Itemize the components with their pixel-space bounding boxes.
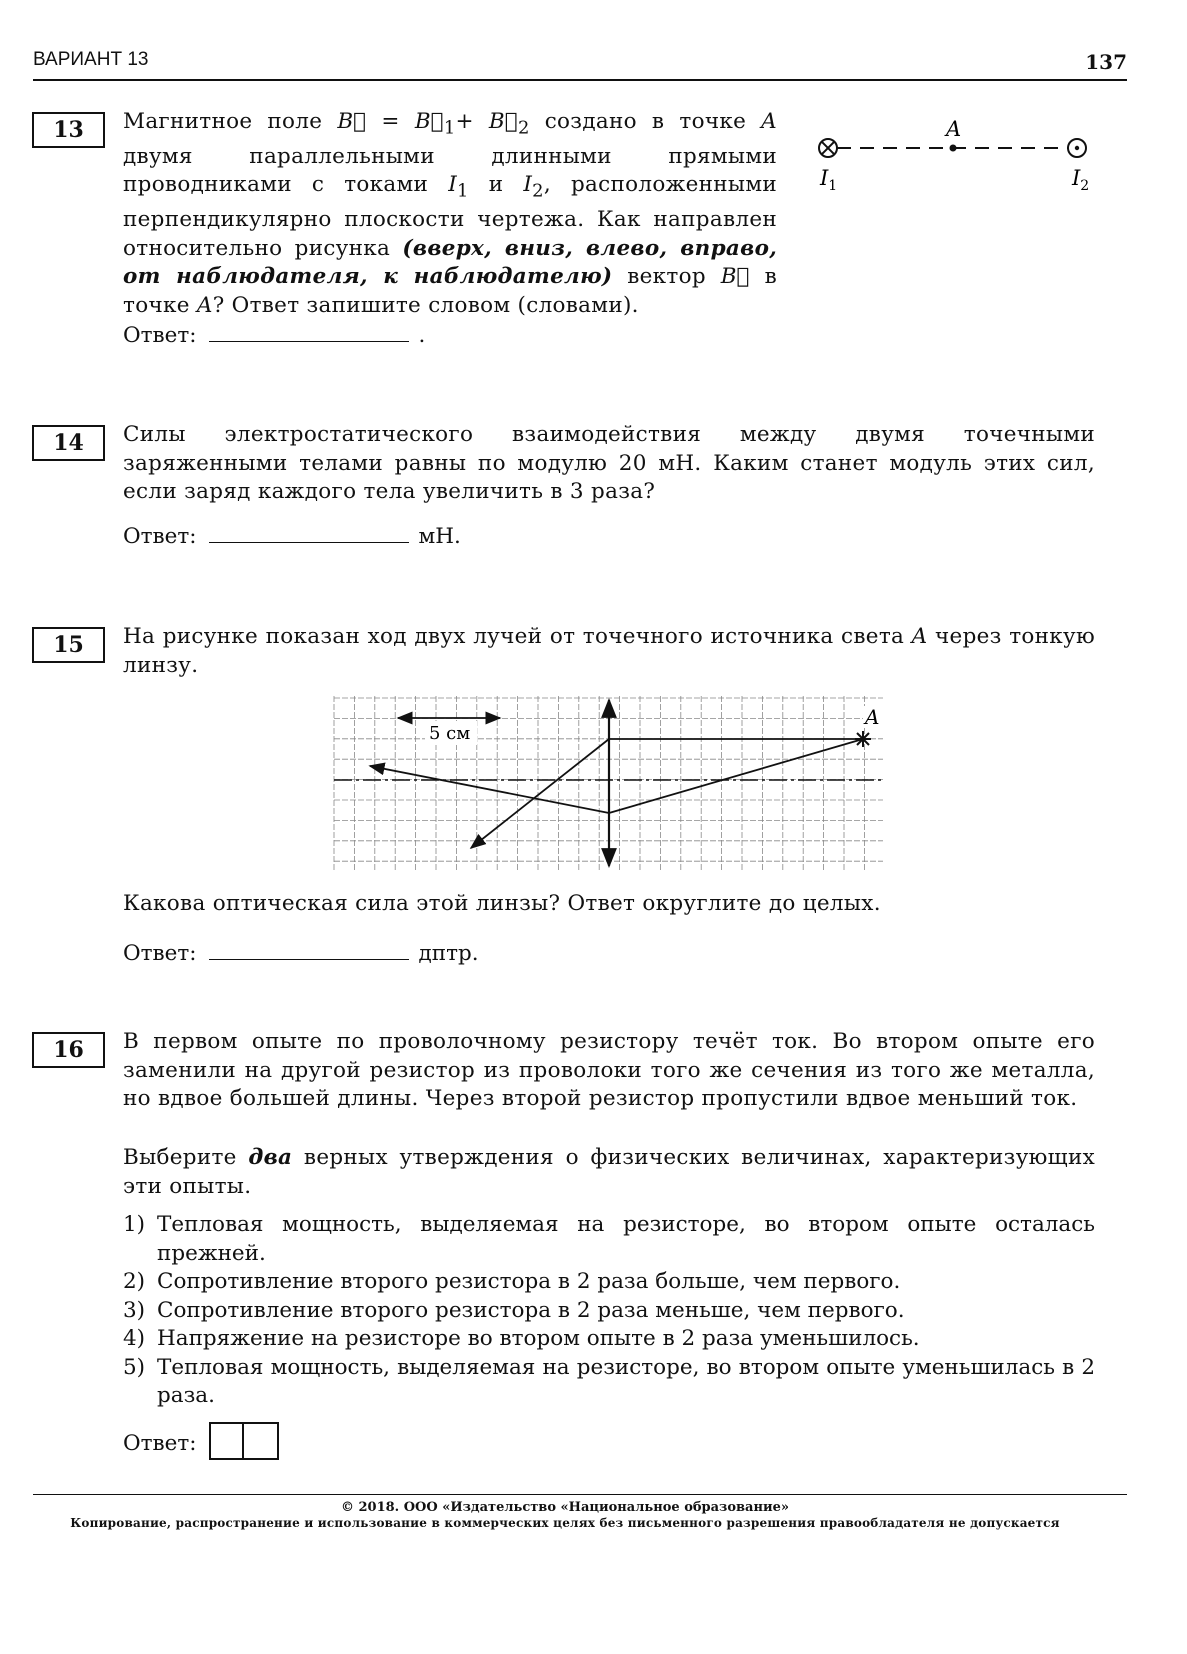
scale-label: 5 см xyxy=(429,723,471,744)
current-i2-label: $I_2$ xyxy=(1072,166,1090,194)
point-a-dot xyxy=(950,145,957,152)
answer-label: Ответ: xyxy=(123,941,197,966)
q15-text: На рисунке показан ход двух лучей от точечного источника света A через тонкую линзу. xyxy=(123,624,1095,678)
copyright: © 2018. ООО «Издательство «Национальное образование» xyxy=(340,1500,790,1515)
q16-text: В первом опыте по проволочному резистору течёт ток. Во втором опыте его заменили на другой резистор из проволоки того же сечения из того же металла, но вдвое большей длины. Через второй резистор пропустили вдвое меньший ток. xyxy=(123,1029,1095,1111)
source-label: A xyxy=(865,705,880,729)
q15-question: Какова оптическая сила этой линзы? Ответ округлите до целых. xyxy=(123,891,881,916)
variant-label: ВАРИАНТ 13 xyxy=(33,49,149,70)
current-into-page-icon xyxy=(819,139,837,157)
option-3: 3) Сопротивление второго резистора в 2 раза меньше, чем первого. xyxy=(123,1297,905,1323)
question-number-14: 14 xyxy=(32,425,105,461)
page-number: 137 xyxy=(1085,50,1127,74)
light-source-icon xyxy=(855,731,871,747)
question-number-15: 15 xyxy=(32,627,105,663)
q16-instruction: Выберите два верных утверждения о физических величинах, характеризующих эти опыты. xyxy=(123,1145,1096,1199)
q16-answer-row xyxy=(123,1422,279,1466)
q14-text: Силы электростатического взаимодействия между двумя точечными заряженными телами равны по модулю 20 мН. Каким станет модуль этих сил, если заряд каждого тела увеличить в 3 раза? xyxy=(123,422,1095,504)
q16-options xyxy=(123,1211,1095,1411)
option-4: 4) Напряжение на резисторе во втором опыте в 2 раза уменьшилось. xyxy=(123,1326,920,1351)
q13-answer-row xyxy=(123,323,425,348)
q13-text: Магнитное поле B⃗ = $B⃗_1+$ $B⃗_2$ создано в точке A двумя параллельными длинными прямыми проводниками с токами $I_1$ и $I_2$, расположенными перпендикулярно плоскости чертежа. Как направлен относительно рисунка (вверх, вниз, влево, вправо, от наблюдателя, к наблюдателю) вектор B⃗ в точке A? Ответ запишите словом (словами). xyxy=(123,109,777,318)
footer-divider xyxy=(33,1494,1127,1495)
q15-answer-field[interactable] xyxy=(209,941,409,960)
current-out-of-page-icon xyxy=(1068,139,1086,157)
q14-answer-field[interactable] xyxy=(209,524,409,543)
answer-suffix: . xyxy=(418,323,426,348)
question-number-13: 13 xyxy=(32,112,105,148)
q13-answer-field[interactable] xyxy=(209,323,409,342)
ray-2-refracted xyxy=(370,766,609,813)
answer-cell-2[interactable] xyxy=(244,1422,279,1460)
q14-answer-row xyxy=(123,524,461,549)
header-divider xyxy=(33,79,1127,81)
q13-figure xyxy=(810,112,1110,197)
option-1: 1) Тепловая мощность, выделяемая на резисторе, во втором опыте осталась прежней. xyxy=(123,1212,1095,1266)
answer-label: Ответ: xyxy=(123,524,197,549)
question-number-16: 16 xyxy=(32,1032,105,1068)
answer-label: Ответ: xyxy=(123,323,197,348)
point-a-label: A xyxy=(946,117,962,141)
ray-2-incident xyxy=(609,739,863,813)
answer-label: Ответ: xyxy=(123,1431,197,1456)
ray-1-refracted xyxy=(471,739,609,848)
current-i1-label: $I_1$ xyxy=(820,166,838,194)
instruction-emphasis: два xyxy=(248,1145,293,1170)
q15-answer-row xyxy=(123,941,479,966)
copyright-notice: Копирование, распространение и использование в коммерческих целях без письменного разрешения правообладателя не допускается xyxy=(70,1516,1060,1530)
lens-ray-diagram xyxy=(320,688,895,878)
answer-unit: дптр. xyxy=(418,941,479,966)
option-2: 2) Сопротивление второго резистора в 2 раза больше, чем первого. xyxy=(123,1269,901,1294)
answer-unit: мН. xyxy=(418,524,461,549)
answer-cell-1[interactable] xyxy=(209,1422,244,1460)
option-5: 5) Тепловая мощность, выделяемая на резисторе, во втором опыте уменьшилась в 2 раза. xyxy=(123,1354,1095,1408)
